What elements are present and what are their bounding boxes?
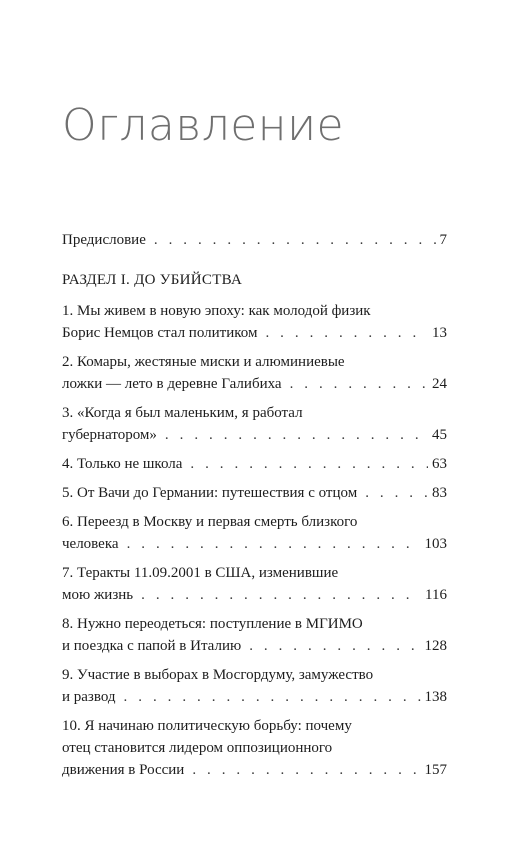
toc-entry-title: 1. Мы живем в новую эпоху: как молодой физик <box>62 303 371 319</box>
toc-entry-title: 6. Переезд в Москву и первая смерть близкого <box>62 514 358 530</box>
toc-entry[interactable] <box>62 562 447 606</box>
dot-leader <box>290 373 428 395</box>
toc-entry-title-continued: ложки — лето в деревне Галибиха <box>62 376 282 392</box>
dot-leader <box>154 229 436 251</box>
toc-line <box>62 373 447 395</box>
toc-line <box>62 453 447 475</box>
toc-line <box>62 664 447 686</box>
toc-entry-title-continued: Борис Немцов стал политиком <box>62 325 258 341</box>
dot-leader <box>127 533 421 555</box>
toc-line <box>62 715 447 737</box>
page-number: 24 <box>432 376 447 392</box>
toc-entry-preface[interactable] <box>62 229 447 251</box>
dot-leader <box>365 482 428 504</box>
toc-entry-title: 9. Участие в выборах в Мосгордуму, замужество <box>62 667 374 683</box>
page-number: 116 <box>425 587 447 603</box>
dot-leader <box>190 453 428 475</box>
toc-entry[interactable] <box>62 453 447 475</box>
toc-entry[interactable] <box>62 402 447 446</box>
toc-line <box>62 584 447 606</box>
toc-entry-title: 8. Нужно переодеться: поступление в МГИМО <box>62 616 363 632</box>
toc-line <box>62 686 447 708</box>
toc-entry-title-continued: движения в России <box>62 762 185 778</box>
dot-leader <box>249 635 420 657</box>
page-number: 13 <box>432 325 447 341</box>
toc-line <box>62 300 447 322</box>
toc-line <box>62 511 447 533</box>
toc-entry-title: 5. От Вачи до Германии: путешествия с отцом <box>62 485 358 501</box>
toc-line <box>62 402 447 424</box>
page-number: 45 <box>432 427 447 443</box>
toc-entry-title: 2. Комары, жестяные миски и алюминиевые <box>62 354 345 370</box>
toc-entry-title-continued: и поездка с папой в Италию <box>62 638 242 654</box>
toc-entry-title-continued: мою жизнь <box>62 587 134 603</box>
page-number: 63 <box>432 456 447 472</box>
page-number: 103 <box>424 536 447 552</box>
dot-leader <box>165 424 428 446</box>
toc-entry[interactable] <box>62 511 447 555</box>
toc-entry[interactable] <box>62 300 447 344</box>
page-number: 128 <box>424 638 447 654</box>
toc-line <box>62 737 447 759</box>
page-number: 83 <box>432 485 447 501</box>
toc-line <box>62 533 447 555</box>
toc-entry[interactable] <box>62 613 447 657</box>
toc-line <box>62 613 447 635</box>
toc-line <box>62 322 447 344</box>
page-number: 157 <box>424 762 447 778</box>
page-title: Оглавление <box>62 100 345 151</box>
toc-entry-title: 7. Теракты 11.09.2001 в США, изменившие <box>62 565 339 581</box>
toc-entry-title: 3. «Когда я был маленьким, я работал <box>62 405 303 421</box>
table-of-contents <box>62 229 447 781</box>
toc-line <box>62 482 447 504</box>
toc-line <box>62 351 447 373</box>
toc-line <box>62 759 447 781</box>
toc-entry-title: 10. Я начинаю политическую борьбу: почему <box>62 718 352 734</box>
toc-entry-title-continued: губернатором» <box>62 427 157 443</box>
section-heading: РАЗДЕЛ I. ДО УБИЙСТВА <box>62 272 243 288</box>
toc-line <box>62 424 447 446</box>
toc-entry-title: 4. Только не школа <box>62 456 183 472</box>
dot-leader <box>192 759 420 781</box>
toc-entry[interactable] <box>62 715 447 781</box>
dot-leader <box>124 686 421 708</box>
toc-entry[interactable] <box>62 664 447 708</box>
toc-entry-title-continued: и развод <box>62 689 116 705</box>
dot-leader <box>141 584 421 606</box>
dot-leader <box>265 322 428 344</box>
toc-line <box>62 562 447 584</box>
toc-entry-title-continued: отец становится лидером оппозиционного <box>62 740 333 756</box>
toc-entry[interactable] <box>62 482 447 504</box>
toc-line <box>62 635 447 657</box>
toc-entry[interactable] <box>62 351 447 395</box>
page-number: 7 <box>439 232 447 248</box>
toc-entry-title: Предисловие <box>62 232 146 248</box>
toc-entry-title-continued: человека <box>62 536 119 552</box>
toc-line <box>62 229 447 251</box>
page-number: 138 <box>424 689 447 705</box>
